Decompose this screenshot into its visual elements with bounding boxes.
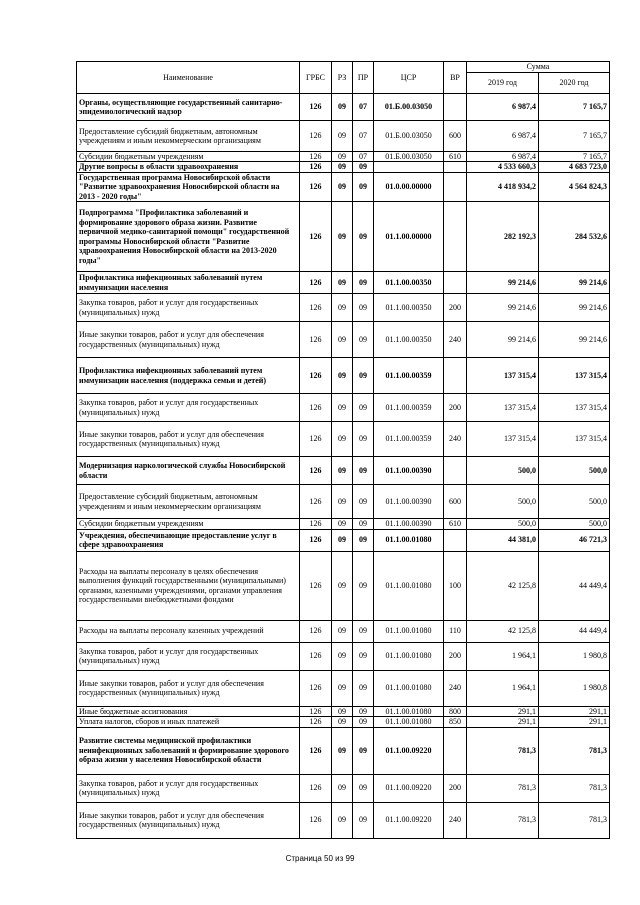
cell-name: Учреждения, обеспечивающие предоставление услуг в сфере здравоохранения xyxy=(77,529,300,551)
cell-csr: 01.1.00.00390 xyxy=(374,519,444,529)
cell-rz: 09 xyxy=(332,294,353,322)
cell-pr: 09 xyxy=(353,162,374,172)
cell-grbs: 126 xyxy=(300,162,332,172)
cell-vr: 200 xyxy=(444,642,467,670)
cell-pr: 09 xyxy=(353,706,374,716)
cell-name: Закупка товаров, работ и услуг для государственных (муниципальных) нужд xyxy=(77,394,300,422)
table-row xyxy=(77,294,610,322)
cell-rz: 09 xyxy=(332,162,353,172)
cell-2020: 137 315,4 xyxy=(539,394,610,422)
cell-vr xyxy=(444,162,467,172)
cell-csr: 01.Б.00.03050 xyxy=(374,94,444,121)
cell-grbs: 126 xyxy=(300,394,332,422)
cell-2020: 7 165,7 xyxy=(539,94,610,121)
cell-pr: 09 xyxy=(353,529,374,551)
cell-name: Развитие системы медицинской профилактики неинфекционных заболеваний и формирование здорового образа жизни у населения Новосибирской области xyxy=(77,727,300,774)
cell-2019: 500,0 xyxy=(467,519,539,529)
cell-csr: 01.1.00.00390 xyxy=(374,457,444,485)
cell-grbs: 126 xyxy=(300,121,332,152)
cell-2019: 6 987,4 xyxy=(467,94,539,121)
cell-csr: 01.1.00.01080 xyxy=(374,706,444,716)
cell-vr: 800 xyxy=(444,706,467,716)
cell-csr: 01.1.00.09220 xyxy=(374,727,444,774)
cell-name: Расходы на выплаты персоналу казенных учреждений xyxy=(77,620,300,642)
cell-2020: 291,1 xyxy=(539,706,610,716)
cell-name: Органы, осуществляющие государственный санитарно-эпидемиологический надзор xyxy=(77,94,300,121)
cell-vr: 200 xyxy=(444,774,467,802)
header-year-2019: 2019 год xyxy=(467,73,539,94)
cell-pr: 07 xyxy=(353,94,374,121)
table-row xyxy=(77,94,610,121)
cell-2019: 781,3 xyxy=(467,774,539,802)
table-row xyxy=(77,422,610,457)
table-row xyxy=(77,670,610,706)
cell-rz: 09 xyxy=(332,94,353,121)
cell-2019: 137 315,4 xyxy=(467,394,539,422)
cell-vr: 600 xyxy=(444,485,467,519)
cell-csr: 01.1.00.00350 xyxy=(374,322,444,358)
table-row xyxy=(77,457,610,485)
cell-pr: 09 xyxy=(353,774,374,802)
cell-name: Иные закупки товаров, работ и услуг для обеспечения государственных (муниципальных) нужд xyxy=(77,422,300,457)
cell-name: Другие вопросы в области здравоохранения xyxy=(77,162,300,172)
cell-name: Закупка товаров, работ и услуг для государственных (муниципальных) нужд xyxy=(77,642,300,670)
cell-2019: 99 214,6 xyxy=(467,272,539,294)
cell-vr: 850 xyxy=(444,717,467,727)
cell-vr xyxy=(444,457,467,485)
cell-pr: 09 xyxy=(353,670,374,706)
cell-2020: 137 315,4 xyxy=(539,422,610,457)
cell-csr: 01.1.00.09220 xyxy=(374,774,444,802)
cell-csr: 01.1.00.00359 xyxy=(374,422,444,457)
cell-2020: 137 315,4 xyxy=(539,358,610,394)
cell-rz: 09 xyxy=(332,358,353,394)
cell-csr: 01.Б.00.03050 xyxy=(374,152,444,162)
cell-name: Закупка товаров, работ и услуг для государственных (муниципальных) нужд xyxy=(77,774,300,802)
header-grbs: ГРБС xyxy=(300,62,332,94)
cell-pr: 09 xyxy=(353,394,374,422)
cell-2019: 291,1 xyxy=(467,706,539,716)
cell-2019: 781,3 xyxy=(467,727,539,774)
cell-vr: 240 xyxy=(444,802,467,838)
cell-grbs: 126 xyxy=(300,94,332,121)
cell-pr: 09 xyxy=(353,727,374,774)
cell-pr: 07 xyxy=(353,121,374,152)
cell-pr: 09 xyxy=(353,551,374,620)
table-row xyxy=(77,717,610,727)
cell-2020: 291,1 xyxy=(539,717,610,727)
cell-grbs: 126 xyxy=(300,457,332,485)
cell-2019: 6 987,4 xyxy=(467,121,539,152)
cell-vr xyxy=(444,172,467,201)
cell-2019: 99 214,6 xyxy=(467,294,539,322)
cell-2020: 500,0 xyxy=(539,485,610,519)
table-row xyxy=(77,519,610,529)
cell-grbs: 126 xyxy=(300,620,332,642)
cell-2020: 44 449,4 xyxy=(539,620,610,642)
cell-name: Уплата налогов, сборов и иных платежей xyxy=(77,717,300,727)
cell-2020: 7 165,7 xyxy=(539,121,610,152)
cell-2019: 42 125,8 xyxy=(467,620,539,642)
cell-pr: 09 xyxy=(353,620,374,642)
cell-rz: 09 xyxy=(332,485,353,519)
cell-rz: 09 xyxy=(332,519,353,529)
cell-rz: 09 xyxy=(332,670,353,706)
cell-grbs: 126 xyxy=(300,670,332,706)
cell-vr xyxy=(444,272,467,294)
cell-pr: 09 xyxy=(353,272,374,294)
table-row xyxy=(77,322,610,358)
cell-csr: 01.1.00.01080 xyxy=(374,551,444,620)
header-vr: ВР xyxy=(444,62,467,94)
cell-vr: 610 xyxy=(444,152,467,162)
cell-vr: 610 xyxy=(444,519,467,529)
cell-grbs: 126 xyxy=(300,422,332,457)
cell-name: Иные закупки товаров, работ и услуг для обеспечения государственных (муниципальных) нужд xyxy=(77,802,300,838)
table-row xyxy=(77,172,610,201)
cell-grbs: 126 xyxy=(300,172,332,201)
cell-rz: 09 xyxy=(332,272,353,294)
cell-grbs: 126 xyxy=(300,485,332,519)
cell-grbs: 126 xyxy=(300,774,332,802)
cell-2020: 44 449,4 xyxy=(539,551,610,620)
cell-csr: 01.1.00.01080 xyxy=(374,620,444,642)
cell-name: Подпрограмма "Профилактика заболеваний и формирование здорового образа жизни. Развитие первичной медико-санитарной помощи" государственной программы Новосибирской области "Развитие здравоохранения Новосибирской области на 2013-2020 годы" xyxy=(77,202,300,272)
cell-2020: 99 214,6 xyxy=(539,294,610,322)
cell-2020: 781,3 xyxy=(539,727,610,774)
cell-grbs: 126 xyxy=(300,152,332,162)
cell-2020: 99 214,6 xyxy=(539,322,610,358)
cell-grbs: 126 xyxy=(300,294,332,322)
cell-grbs: 126 xyxy=(300,551,332,620)
cell-rz: 09 xyxy=(332,727,353,774)
cell-pr: 09 xyxy=(353,485,374,519)
cell-rz: 09 xyxy=(332,322,353,358)
table-row xyxy=(77,358,610,394)
cell-2019: 137 315,4 xyxy=(467,422,539,457)
cell-name: Расходы на выплаты персоналу в целях обеспечения выполнения функций государственными (муниципальными) органами, казенными учреждениями, органами управления государственными внебюджетными фондами xyxy=(77,551,300,620)
cell-csr: 01.1.00.00359 xyxy=(374,358,444,394)
cell-pr: 09 xyxy=(353,294,374,322)
cell-2019: 42 125,8 xyxy=(467,551,539,620)
cell-2020: 284 532,6 xyxy=(539,202,610,272)
cell-csr xyxy=(374,162,444,172)
cell-2020: 781,3 xyxy=(539,802,610,838)
cell-2019: 781,3 xyxy=(467,802,539,838)
table-row xyxy=(77,802,610,838)
cell-rz: 09 xyxy=(332,529,353,551)
cell-pr: 09 xyxy=(353,422,374,457)
header-pr: ПР xyxy=(353,62,374,94)
cell-csr: 01.0.00.00000 xyxy=(374,172,444,201)
cell-2019: 44 381,0 xyxy=(467,529,539,551)
cell-rz: 09 xyxy=(332,202,353,272)
cell-2020: 46 721,3 xyxy=(539,529,610,551)
cell-pr: 07 xyxy=(353,152,374,162)
cell-grbs: 126 xyxy=(300,717,332,727)
cell-2019: 99 214,6 xyxy=(467,322,539,358)
cell-name: Иные закупки товаров, работ и услуг для обеспечения государственных (муниципальных) нужд xyxy=(77,322,300,358)
cell-csr: 01.1.00.01080 xyxy=(374,670,444,706)
cell-pr: 09 xyxy=(353,457,374,485)
cell-rz: 09 xyxy=(332,121,353,152)
header-sum: Сумма xyxy=(467,62,610,73)
cell-2019: 137 315,4 xyxy=(467,358,539,394)
cell-name: Иные закупки товаров, работ и услуг для обеспечения государственных (муниципальных) нужд xyxy=(77,670,300,706)
table-row xyxy=(77,774,610,802)
cell-2019: 291,1 xyxy=(467,717,539,727)
cell-csr: 01.1.00.00390 xyxy=(374,485,444,519)
cell-vr: 100 xyxy=(444,551,467,620)
page-number: Страница 50 из 99 xyxy=(285,854,355,863)
cell-name: Государственная программа Новосибирской области "Развитие здравоохранения Новосибирской области на 2013 - 2020 годы" xyxy=(77,172,300,201)
cell-2020: 500,0 xyxy=(539,457,610,485)
cell-2020: 4 683 723,0 xyxy=(539,162,610,172)
cell-grbs: 126 xyxy=(300,642,332,670)
cell-csr: 01.1.00.00350 xyxy=(374,294,444,322)
cell-2020: 4 564 824,3 xyxy=(539,172,610,201)
cell-grbs: 126 xyxy=(300,272,332,294)
table-row xyxy=(77,620,610,642)
cell-2020: 99 214,6 xyxy=(539,272,610,294)
table-row xyxy=(77,202,610,272)
cell-csr: 01.1.00.01080 xyxy=(374,642,444,670)
cell-pr: 09 xyxy=(353,172,374,201)
cell-grbs: 126 xyxy=(300,529,332,551)
cell-2019: 4 418 934,2 xyxy=(467,172,539,201)
table-row xyxy=(77,529,610,551)
table-row xyxy=(77,152,610,162)
budget-table xyxy=(76,61,610,839)
cell-2020: 1 980,8 xyxy=(539,642,610,670)
cell-name: Предоставление субсидий бюджетным, автономным учреждениям и иным некоммерческим организациям xyxy=(77,485,300,519)
cell-pr: 09 xyxy=(353,519,374,529)
table-row xyxy=(77,727,610,774)
table-row xyxy=(77,551,610,620)
cell-grbs: 126 xyxy=(300,727,332,774)
cell-name: Субсидии бюджетным учреждениям xyxy=(77,519,300,529)
cell-2019: 500,0 xyxy=(467,485,539,519)
cell-grbs: 126 xyxy=(300,519,332,529)
table-row xyxy=(77,272,610,294)
cell-2019: 4 533 660,3 xyxy=(467,162,539,172)
cell-name: Закупка товаров, работ и услуг для государственных (муниципальных) нужд xyxy=(77,294,300,322)
cell-vr: 240 xyxy=(444,322,467,358)
cell-2020: 7 165,7 xyxy=(539,152,610,162)
cell-name: Субсидии бюджетным учреждениям xyxy=(77,152,300,162)
cell-rz: 09 xyxy=(332,394,353,422)
cell-rz: 09 xyxy=(332,774,353,802)
cell-2019: 1 964,1 xyxy=(467,642,539,670)
cell-grbs: 126 xyxy=(300,802,332,838)
cell-grbs: 126 xyxy=(300,322,332,358)
cell-csr: 01.1.00.01080 xyxy=(374,529,444,551)
cell-csr: 01.1.00.00350 xyxy=(374,272,444,294)
cell-grbs: 126 xyxy=(300,202,332,272)
cell-2019: 1 964,1 xyxy=(467,670,539,706)
cell-rz: 09 xyxy=(332,802,353,838)
table-row xyxy=(77,162,610,172)
cell-2019: 282 192,3 xyxy=(467,202,539,272)
cell-pr: 09 xyxy=(353,202,374,272)
cell-pr: 09 xyxy=(353,322,374,358)
cell-2020: 781,3 xyxy=(539,774,610,802)
cell-rz: 09 xyxy=(332,642,353,670)
cell-rz: 09 xyxy=(332,706,353,716)
cell-csr: 01.1.00.00000 xyxy=(374,202,444,272)
cell-2020: 1 980,8 xyxy=(539,670,610,706)
cell-vr: 200 xyxy=(444,294,467,322)
cell-rz: 09 xyxy=(332,717,353,727)
cell-vr: 600 xyxy=(444,121,467,152)
table-row xyxy=(77,485,610,519)
cell-rz: 09 xyxy=(332,152,353,162)
cell-pr: 09 xyxy=(353,642,374,670)
cell-vr: 240 xyxy=(444,670,467,706)
header-year-2020: 2020 год xyxy=(539,73,610,94)
cell-vr: 110 xyxy=(444,620,467,642)
cell-vr: 240 xyxy=(444,422,467,457)
cell-2019: 500,0 xyxy=(467,457,539,485)
header-name: Наименование xyxy=(77,62,300,94)
cell-name: Модернизация наркологической службы Новосибирской области xyxy=(77,457,300,485)
cell-2020: 500,0 xyxy=(539,519,610,529)
cell-name: Профилактика инфекционных заболеваний путем иммунизации населения (поддержка семьи и детей) xyxy=(77,358,300,394)
cell-2019: 6 987,4 xyxy=(467,152,539,162)
cell-pr: 09 xyxy=(353,358,374,394)
table-row xyxy=(77,121,610,152)
table-row xyxy=(77,642,610,670)
header-rz: РЗ xyxy=(332,62,353,94)
cell-rz: 09 xyxy=(332,457,353,485)
table-body xyxy=(77,94,610,839)
cell-csr: 01.1.00.09220 xyxy=(374,802,444,838)
cell-csr: 01.Б.00.03050 xyxy=(374,121,444,152)
cell-csr: 01.1.00.01080 xyxy=(374,717,444,727)
cell-vr xyxy=(444,529,467,551)
cell-vr xyxy=(444,727,467,774)
cell-rz: 09 xyxy=(332,172,353,201)
cell-vr xyxy=(444,358,467,394)
cell-pr: 09 xyxy=(353,717,374,727)
header-csr: ЦСР xyxy=(374,62,444,94)
cell-name: Предоставление субсидий бюджетным, автономным учреждениям и иным некоммерческим организациям xyxy=(77,121,300,152)
cell-grbs: 126 xyxy=(300,358,332,394)
cell-vr: 200 xyxy=(444,394,467,422)
cell-rz: 09 xyxy=(332,422,353,457)
cell-name: Профилактика инфекционных заболеваний путем иммунизации населения xyxy=(77,272,300,294)
cell-vr xyxy=(444,94,467,121)
cell-rz: 09 xyxy=(332,551,353,620)
table-row xyxy=(77,394,610,422)
cell-vr xyxy=(444,202,467,272)
cell-csr: 01.1.00.00359 xyxy=(374,394,444,422)
cell-pr: 09 xyxy=(353,802,374,838)
cell-rz: 09 xyxy=(332,620,353,642)
cell-grbs: 126 xyxy=(300,706,332,716)
cell-name: Иные бюджетные ассигнования xyxy=(77,706,300,716)
table-row xyxy=(77,706,610,716)
